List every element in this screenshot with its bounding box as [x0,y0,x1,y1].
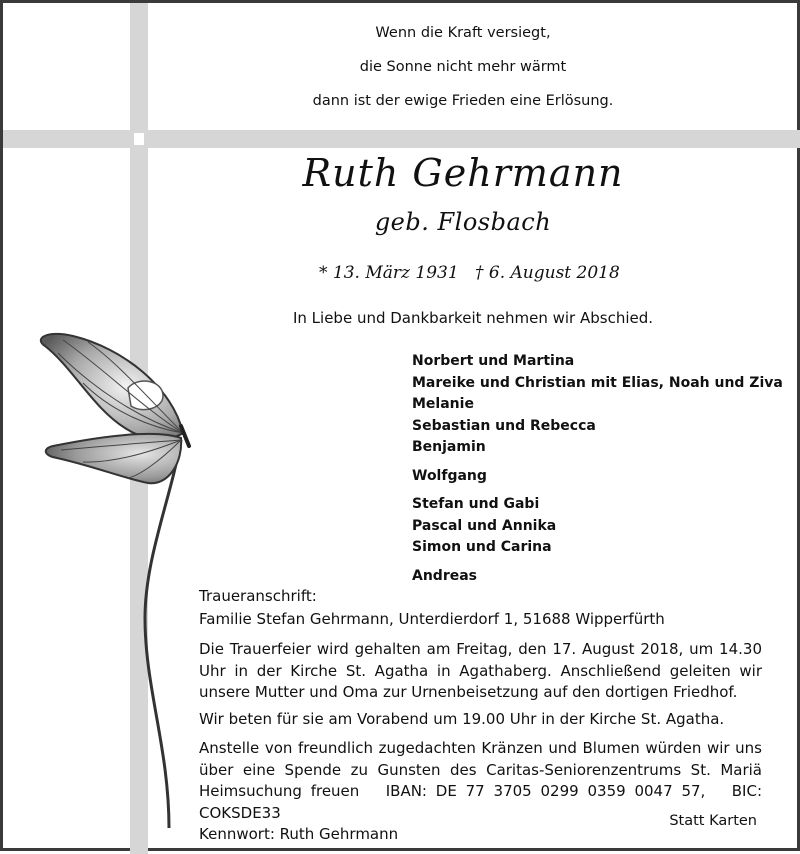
iban: IBAN: DE 77 3705 0299 0359 0047 57, [385,782,706,800]
mourner-name: Norbert und Martina [412,353,575,369]
mourner-group-1 [412,351,792,459]
service-paragraph: Die Trauerfeier wird gehalten am Freitag, den 17. August 2018, um 14.30 Uhr in der Kirche St. Agatha in Agathaberg. Anschließend geleiten wir unsere Mutter und Oma zur Urnenbeisetzung auf den dortigen Friedhof. [199,640,762,701]
mourner-name: Simon und Carina [412,539,552,555]
bic: BIC: COKSDE33 [199,782,762,822]
donation-text [199,738,762,824]
butterfly-stem [145,440,181,828]
poem-line-3: dann ist der ewige Frieden eine Erlösung. [312,93,614,109]
mourner-name: Mareike und Christian mit Elias, Noah und Ziva [412,374,783,391]
upper-wing [41,334,183,439]
deceased-name: Ruth Gehrmann [302,151,624,195]
donation-paragraph [199,738,762,846]
donation-keyword: Kennwort: Ruth Gehrmann [199,825,399,843]
poem-line-2: die Sonne nicht mehr wärmt [359,59,567,75]
farewell-line: In Liebe und Dankbarkeit nehmen wir Abschied. [292,309,654,327]
donation-body: Anstelle von freundlich zugedachten Kränzen und Blumen würden wir uns über eine Spende zu Gunsten des Caritas-Seniorenzentrums St. Mariä Heimsuchung freuen [199,739,762,800]
death-date: † 6. August 2018 [475,263,620,283]
mourner-name: Sebastian und Rebecca [412,417,596,434]
mourner-name: Andreas [412,567,478,584]
butterfly-illustration [33,328,203,828]
mourner-group-3 [412,494,792,559]
prayer-paragraph: Wir beten für sie am Vorabend um 19.00 Uhr in der Kirche St. Agatha. [199,710,725,728]
mourner-name: Melanie [412,396,474,412]
mourner-name: Stefan und Gabi [412,496,540,512]
mourner-name: Pascal und Annika [412,517,557,534]
address-line: Familie Stefan Gehrmann, Unterdierdorf 1, 51688 Wipperfürth [199,610,665,628]
address-label: Traueranschrift: [199,587,317,605]
mourners-list [412,351,792,587]
statt-karten: Statt Karten [669,813,757,829]
mourner-name: Benjamin [412,439,486,455]
cross-horizontal-beam [3,130,800,148]
mourner-group-2 [412,466,792,488]
mourner-name: Wolfgang [412,467,487,484]
poem-line-1: Wenn die Kraft versiegt, [375,25,551,41]
birth-date: * 13. März 1931 [319,263,459,283]
cross-center [134,133,144,145]
mourner-group-4 [412,566,792,588]
maiden-name: geb. Flosbach [374,208,552,236]
